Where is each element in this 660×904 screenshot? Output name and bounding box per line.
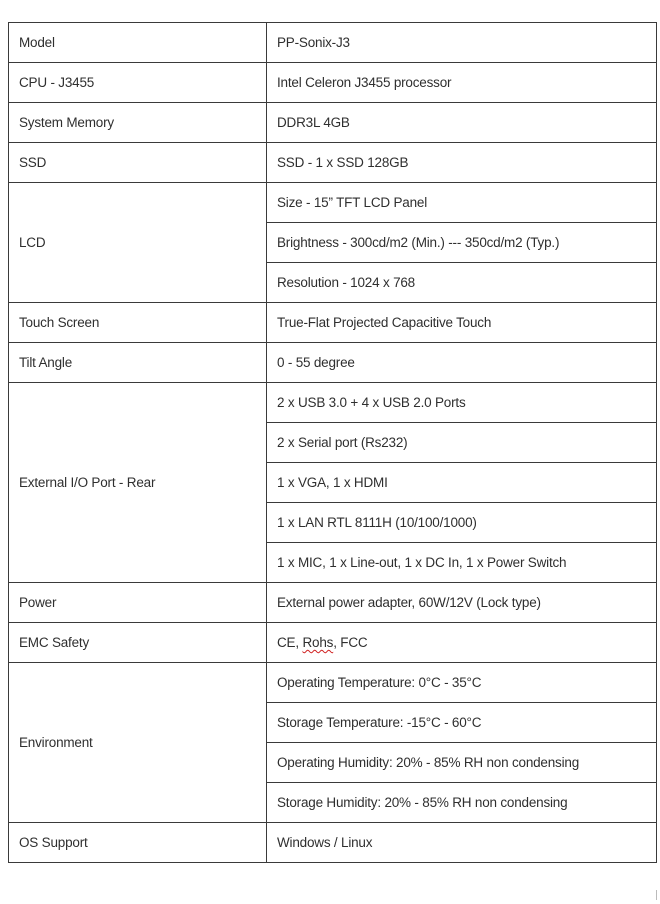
table-row bbox=[9, 583, 657, 623]
table-row bbox=[9, 823, 657, 863]
spec-label: SSD bbox=[9, 143, 267, 183]
spec-value: Storage Temperature: -15°C - 60°C bbox=[267, 703, 657, 743]
spec-label: Model bbox=[9, 23, 267, 63]
spec-value: SSD - 1 x SSD 128GB bbox=[267, 143, 657, 183]
spec-value bbox=[267, 623, 657, 663]
table-row bbox=[9, 343, 657, 383]
spec-value: Operating Humidity: 20% - 85% RH non condensing bbox=[267, 743, 657, 783]
table-row bbox=[9, 103, 657, 143]
spec-value: 2 x Serial port (Rs232) bbox=[267, 423, 657, 463]
spec-value: Intel Celeron J3455 processor bbox=[267, 63, 657, 103]
table-row bbox=[9, 183, 657, 223]
spec-value: 2 x USB 3.0 + 4 x USB 2.0 Ports bbox=[267, 383, 657, 423]
spec-value: 1 x LAN RTL 8111H (10/100/1000) bbox=[267, 503, 657, 543]
spec-value: 0 - 55 degree bbox=[267, 343, 657, 383]
spec-value: 1 x VGA, 1 x HDMI bbox=[267, 463, 657, 503]
spec-label: LCD bbox=[9, 183, 267, 303]
spec-value: External power adapter, 60W/12V (Lock type) bbox=[267, 583, 657, 623]
spec-value: Storage Humidity: 20% - 85% RH non condensing bbox=[267, 783, 657, 823]
spec-value: DDR3L 4GB bbox=[267, 103, 657, 143]
spec-value: True-Flat Projected Capacitive Touch bbox=[267, 303, 657, 343]
spec-value: 1 x MIC, 1 x Line-out, 1 x DC In, 1 x Power Switch bbox=[267, 543, 657, 583]
emc-text-before: CE, bbox=[277, 635, 303, 650]
spec-label: EMC Safety bbox=[9, 623, 267, 663]
spec-value: Size - 15” TFT LCD Panel bbox=[267, 183, 657, 223]
spec-table bbox=[8, 22, 657, 863]
table-row bbox=[9, 23, 657, 63]
table-row bbox=[9, 383, 657, 423]
spec-value: Resolution - 1024 x 768 bbox=[267, 263, 657, 303]
spellcheck-marked-word: Rohs bbox=[302, 635, 334, 650]
spec-label: System Memory bbox=[9, 103, 267, 143]
spec-label: CPU - J3455 bbox=[9, 63, 267, 103]
table-row bbox=[9, 63, 657, 103]
table-row bbox=[9, 143, 657, 183]
spec-label: Environment bbox=[9, 663, 267, 823]
spec-value: Brightness - 300cd/m2 (Min.) --- 350cd/m2 (Typ.) bbox=[267, 223, 657, 263]
spec-value: Operating Temperature: 0°C - 35°C bbox=[267, 663, 657, 703]
spec-label: External I/O Port - Rear bbox=[9, 383, 267, 583]
spec-label: Power bbox=[9, 583, 267, 623]
spec-label: Tilt Angle bbox=[9, 343, 267, 383]
spec-value: Windows / Linux bbox=[267, 823, 657, 863]
divider bbox=[656, 890, 657, 900]
table-row bbox=[9, 663, 657, 703]
spec-label: Touch Screen bbox=[9, 303, 267, 343]
emc-text-after: , FCC bbox=[333, 635, 368, 650]
table-row bbox=[9, 303, 657, 343]
spec-label: OS Support bbox=[9, 823, 267, 863]
table-row bbox=[9, 623, 657, 663]
spec-value: PP-Sonix-J3 bbox=[267, 23, 657, 63]
